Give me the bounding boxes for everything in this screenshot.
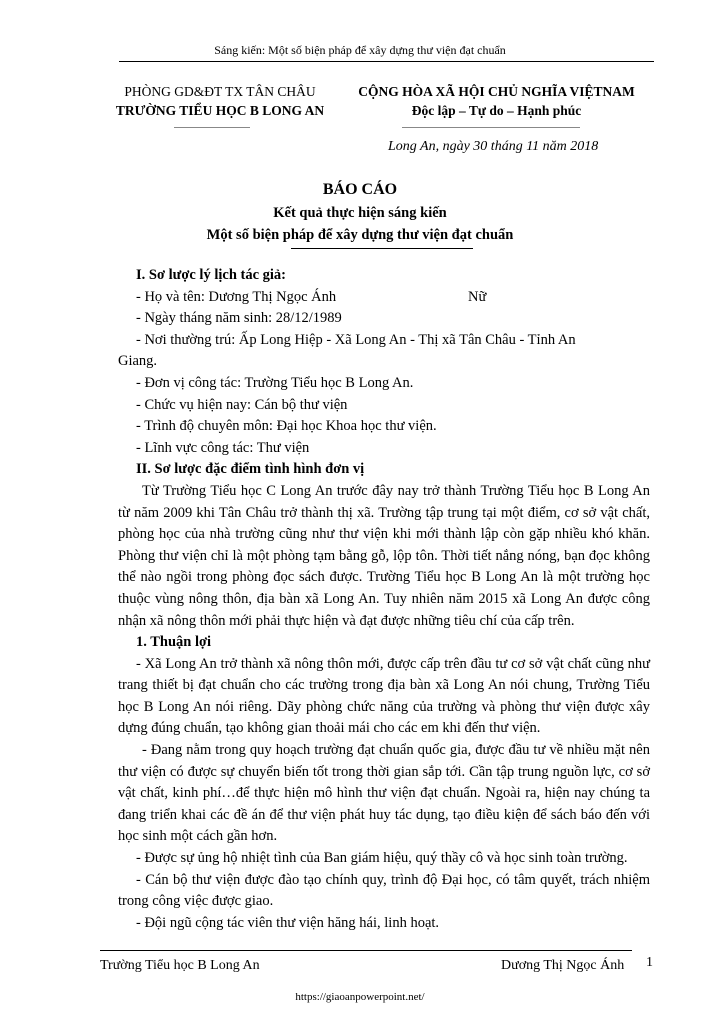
document-date: Long An, ngày 30 tháng 11 năm 2018 — [388, 139, 599, 154]
author-name-line — [118, 287, 650, 309]
nation-line: CỘNG HÒA XÃ HỘI CHỦ NGHĨA VIỆTNAM — [358, 84, 635, 99]
advantage-paragraph-4: - Cán bộ thư viện được đào tạo chính quy, trình độ Đại học, có tâm quyết, trách nhiệm trong công việc được giao. — [118, 871, 650, 910]
author-gender: Nữ — [468, 288, 487, 305]
advantage-paragraph-3: - Được sự ủng hộ nhiệt tình của Ban giám hiệu, quý thầy cô và học sinh toàn trường. — [136, 850, 628, 867]
footer-rule — [100, 950, 632, 951]
running-header: Sáng kiến: Một số biện pháp để xây dựng thư viện đạt chuẩn — [214, 43, 506, 57]
author-position: - Chức vụ hiện nay: Cán bộ thư viện — [136, 396, 348, 413]
title-underline — [291, 248, 473, 249]
author-name: - Họ và tên: Dương Thị Ngọc Ánh — [136, 288, 337, 305]
motto-line: Độc lập – Tự do – Hạnh phúc — [411, 103, 582, 118]
advantage-paragraph-5: - Đội ngũ cộng tác viên thư viện hăng hái, linh hoạt. — [136, 914, 440, 931]
school-line: TRƯỜNG TIỂU HỌC B LONG AN — [115, 103, 325, 118]
agency-underline — [174, 127, 250, 128]
section-heading-author: I. Sơ lược lý lịch tác giả: — [136, 267, 287, 283]
author-field: - Lĩnh vực công tác: Thư viện — [136, 439, 310, 456]
footer-author: Dương Thị Ngọc Ánh — [501, 958, 625, 973]
section-heading-advantages: 1. Thuận lợi — [136, 634, 212, 651]
document-subtitle: Kết quả thực hiện sáng kiến — [273, 205, 447, 221]
source-url[interactable]: https://giaoanpowerpoint.net/ — [295, 991, 425, 1003]
page-number: 1 — [646, 955, 653, 970]
advantage-paragraph-2: - Đang nằm trong quy hoạch trường đạt chuẩn quốc gia, được đầu tư về nhiều mặt nên thư viện có được sự chuyển biến tốt trong thời gian sắp tới. Cần tập trung nguồn lực, cơ sở vật chất, kinh phí…để thực hiện mô hình thư viện đạt chuẩn. Ngoài ra, hiện nay chúng ta đang triển khai các đề án để thư viện phát huy tác dụng, tạo điều kiện để sách báo đến với học sinh một cách gần hơn. — [118, 742, 650, 845]
section-heading-unit: II. Sơ lược đặc điểm tình hình đơn vị — [136, 461, 365, 478]
author-residence: - Nơi thường trú: Ấp Long Hiệp - Xã Long An - Thị xã Tân Châu - Tỉnh An — [136, 331, 576, 348]
author-residence-cont: Giang. — [118, 353, 158, 370]
national-motto-block — [344, 82, 649, 120]
author-dob: - Ngày tháng năm sinh: 28/12/1989 — [136, 310, 342, 327]
document-title: BÁO CÁO — [322, 181, 398, 198]
author-workplace: - Đơn vị công tác: Trường Tiểu học B Long An. — [136, 374, 414, 391]
document-body — [118, 265, 650, 934]
header-rule — [119, 61, 654, 62]
motto-underline — [402, 127, 580, 128]
unit-paragraph: Từ Trường Tiểu học C Long An trước đây nay trở thành Trường Tiểu học B Long An từ năm 2009 khi Tân Châu trở thành thị xã. Trường tập trung tại một điểm, cơ sở vật chất, phòng học của nhà trường cũng như thư viện khi mới thành lập còn gặp nhiều khó khăn. Phòng thư viện chỉ là một phòng tạm bằng gỗ, lộp tôn. Thời tiết nắng nóng, bạn đọc không thể nào ngồi trong phòng đọc sách được. Trường Tiểu học B Long An là một trường học thuộc vùng nông thôn, địa bàn xã Long An. Tuy nhiên năm 2015 xã Long An được công nhận xã nông thôn mới phải thực hiện và đạt được những tiêu chí của cấp trên. — [118, 482, 650, 629]
author-qualification: - Trình độ chuyên môn: Đại học Khoa học thư viện. — [136, 418, 437, 435]
document-topic: Một số biện pháp để xây dựng thư viện đạt chuẩn — [206, 227, 514, 243]
footer-school: Trường Tiểu học B Long An — [100, 958, 260, 973]
agency-line: PHÒNG GD&ĐT TX TÂN CHÂU — [124, 84, 316, 99]
agency-block — [100, 82, 340, 120]
advantage-paragraph-1: - Xã Long An trở thành xã nông thôn mới, được cấp trên đầu tư cơ sở vật chất cũng như trang thiết bị đạt chuẩn cho các trường trong địa bàn xã Long An nói chung, Trường Tiểu học B Long An nói riêng. Dãy phòng chức năng của trường và phòng thư viện được xây dựng đúng chuẩn, tạo không gian thoải mái cho các em khi đến thư viện. — [118, 655, 650, 737]
